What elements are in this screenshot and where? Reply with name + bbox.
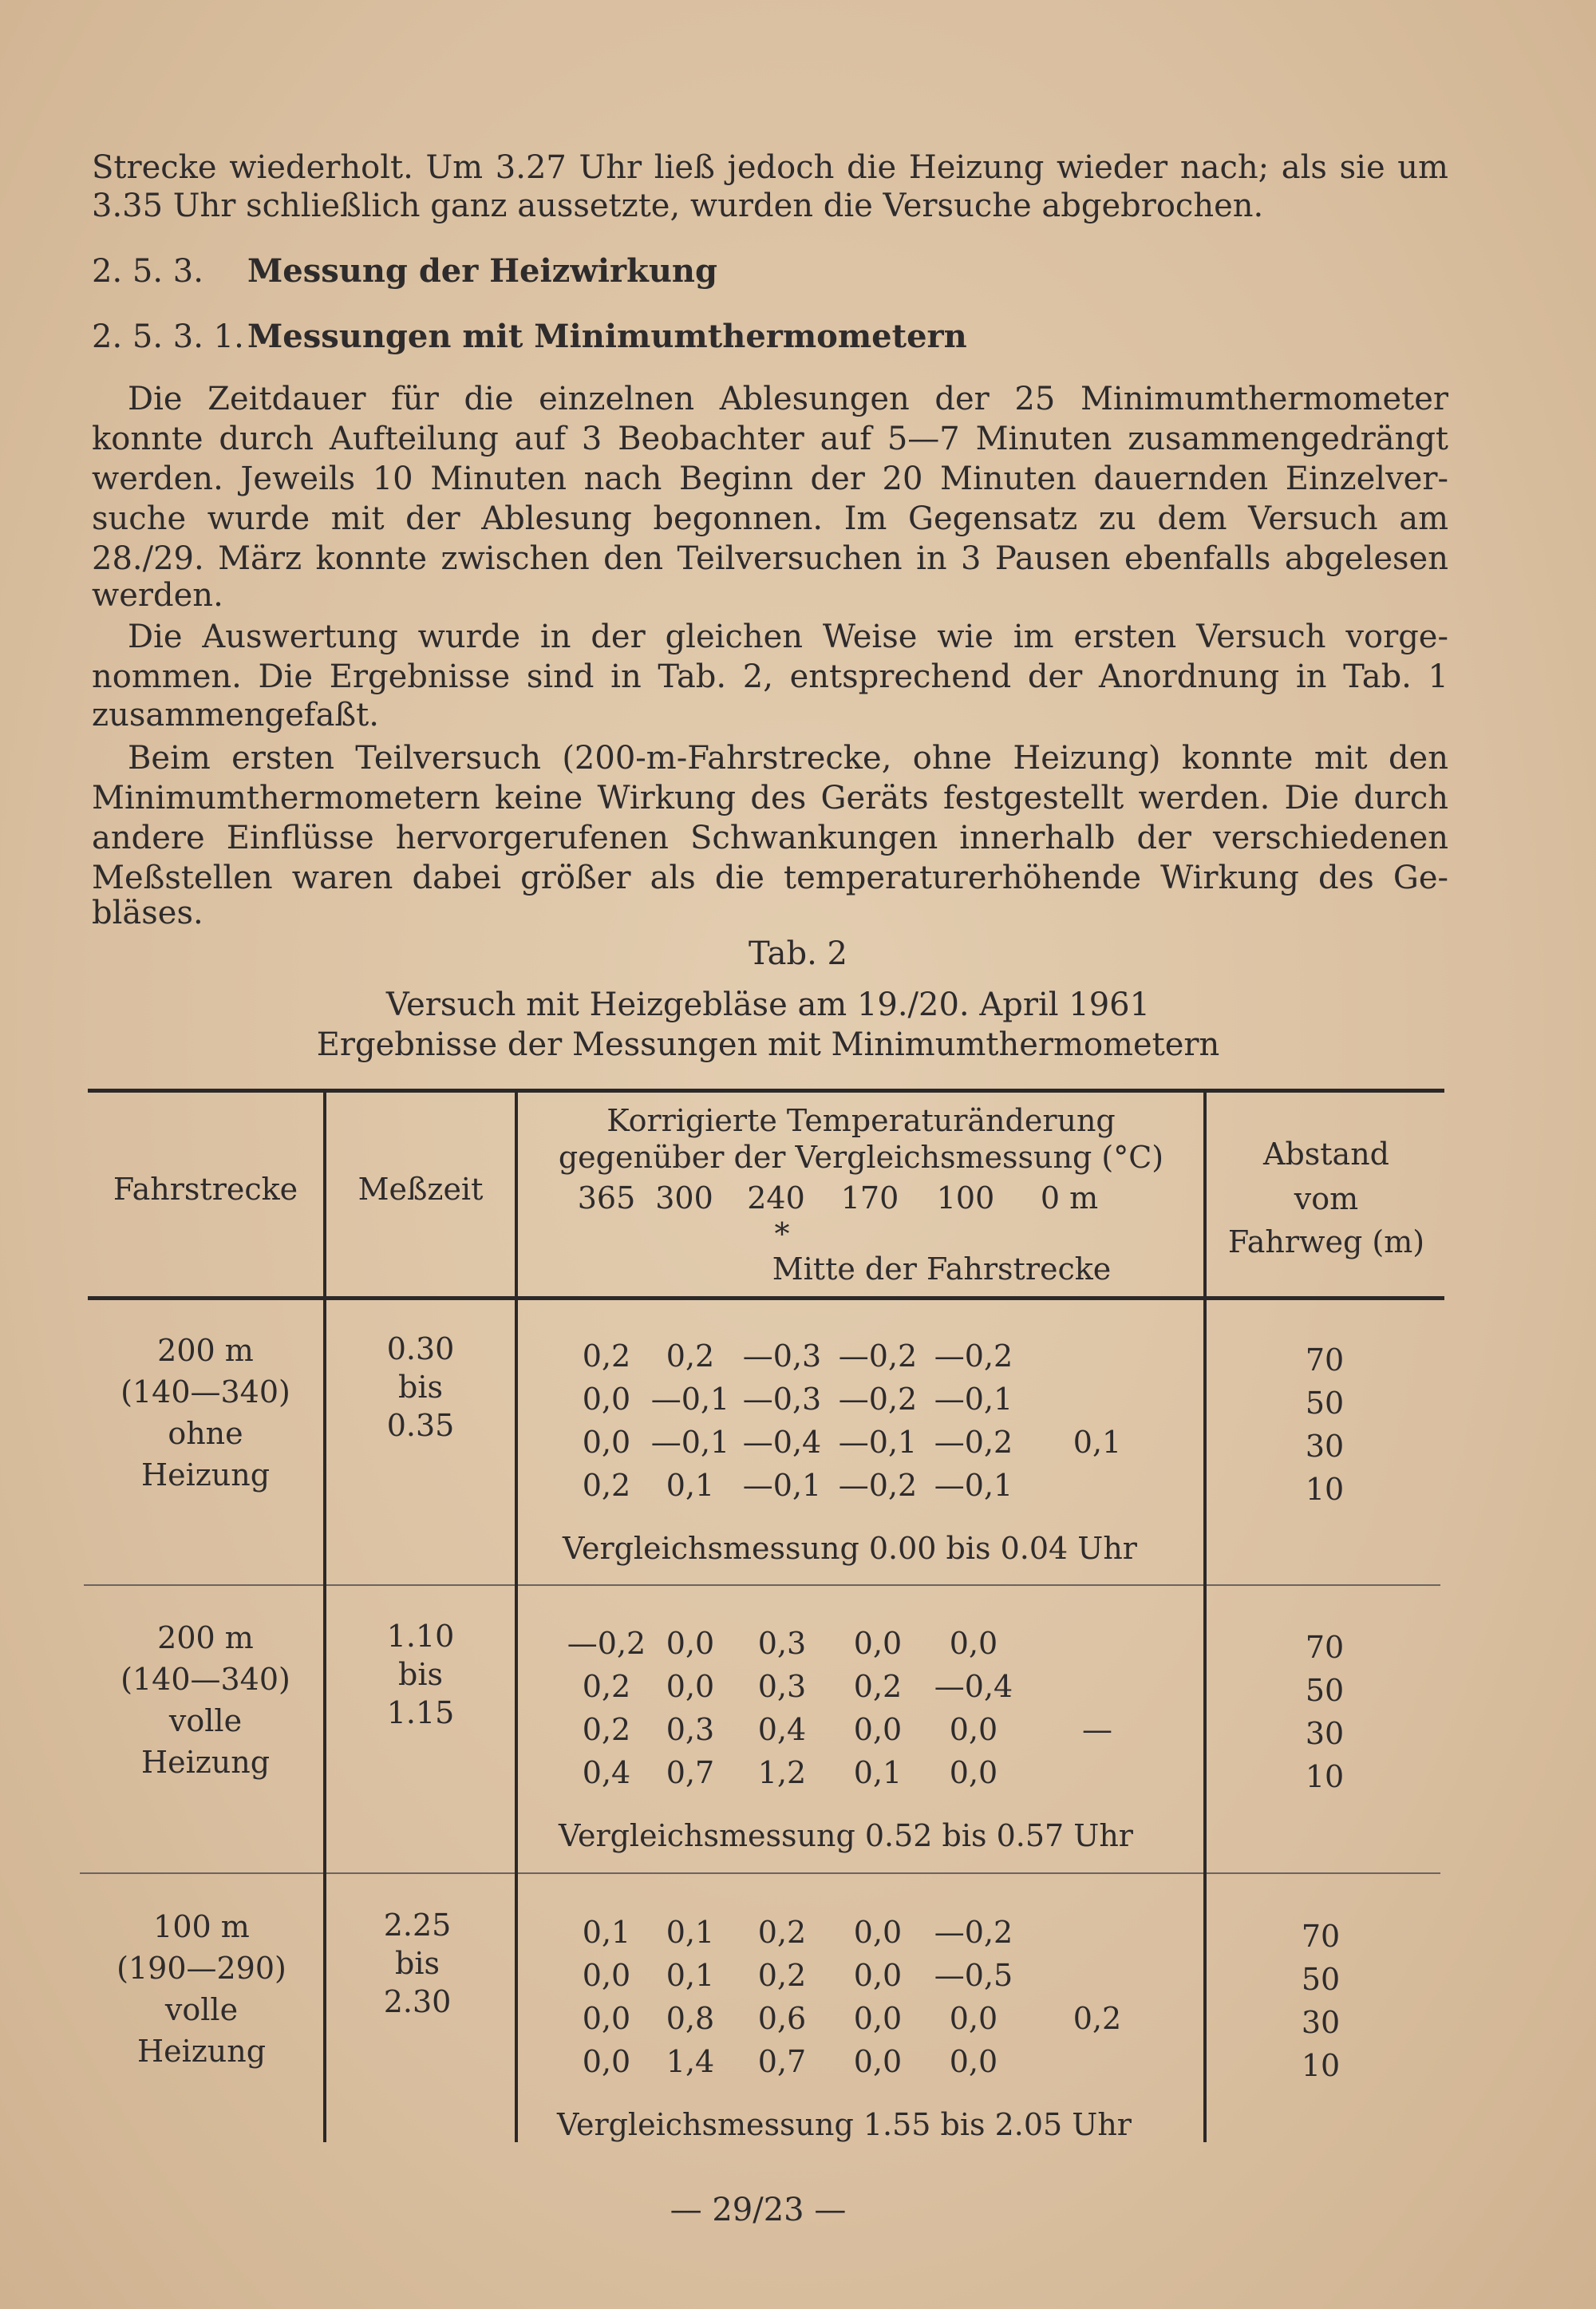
value-cell: 0,1 bbox=[666, 1468, 715, 1503]
table-row bbox=[567, 1622, 1173, 1665]
group-messzeit bbox=[326, 1330, 515, 1445]
value-cell: 0,1 bbox=[1073, 1425, 1122, 1460]
fahrstrecke-line: (140—340) bbox=[120, 1662, 290, 1697]
fahrstrecke-line: volle bbox=[164, 1992, 239, 2027]
value-cell: —0,2 bbox=[934, 1915, 1013, 1950]
value-cell: 0,7 bbox=[666, 1755, 715, 1790]
position-label: 100 bbox=[936, 1180, 995, 1216]
header-abstand: Fahrweg (m) bbox=[1227, 1224, 1425, 1259]
group-fahrstrecke bbox=[84, 1906, 319, 2072]
group-messzeit bbox=[323, 1906, 512, 2021]
value-cell: 0,3 bbox=[757, 1669, 807, 1704]
group-separator bbox=[84, 1584, 1440, 1586]
value-cell: —0,1 bbox=[742, 1468, 822, 1503]
table-row bbox=[567, 1954, 1173, 1997]
position-label: 240 bbox=[747, 1180, 805, 1216]
value-cell: —0,1 bbox=[650, 1382, 730, 1417]
messzeit-line: bis bbox=[398, 1370, 443, 1405]
value-cell: 0,3 bbox=[666, 1712, 715, 1747]
section-number: 2. 5. 3. bbox=[92, 253, 203, 290]
fahrstrecke-line: (140—340) bbox=[120, 1374, 290, 1410]
value-cell: 0,1 bbox=[666, 1958, 715, 1993]
value-cell: 0,4 bbox=[757, 1712, 807, 1747]
subsection-title: Messungen mit Minimumthermometern bbox=[247, 318, 967, 355]
table-row bbox=[567, 1911, 1173, 1954]
abstand-cell: 50 bbox=[1305, 1673, 1345, 1708]
group-fahrstrecke bbox=[88, 1330, 323, 1496]
abstand-cell: 10 bbox=[1305, 1759, 1345, 1794]
value-cell: 0,2 bbox=[582, 1712, 631, 1747]
para3-line: bläses. bbox=[92, 895, 203, 931]
para2-line: Die Auswertung wurde in der gleichen Weise wie im ersten Versuch vorge- bbox=[128, 619, 1448, 655]
value-cell: 0,0 bbox=[582, 2001, 631, 2036]
table-header-rule bbox=[88, 1296, 1444, 1300]
value-cell: 0,8 bbox=[666, 2001, 715, 2036]
header-abstand: Abstand bbox=[1263, 1137, 1389, 1172]
vergleichsmessung-note: Vergleichsmessung 0.00 bis 0.04 Uhr bbox=[563, 1531, 1137, 1566]
fahrstrecke-line: Heizung bbox=[140, 1457, 271, 1493]
value-cell: 0,0 bbox=[949, 1626, 998, 1661]
column-rule bbox=[515, 1089, 518, 2142]
para1-line: werden. Jeweils 10 Minuten nach Beginn der 20 Minuten dauernden Einzelver- bbox=[92, 461, 1448, 497]
value-cell: 0,1 bbox=[582, 1915, 631, 1950]
value-cell: 0,1 bbox=[666, 1915, 715, 1950]
value-cell: —0,1 bbox=[934, 1468, 1013, 1503]
value-cell: 0,2 bbox=[582, 1669, 631, 1704]
table-top-rule bbox=[88, 1089, 1444, 1093]
fahrstrecke-line: Heizung bbox=[136, 2034, 267, 2069]
value-cell: —0,3 bbox=[742, 1338, 822, 1374]
intro-line-1: Strecke wiederholt. Um 3.27 Uhr ließ jedoch die Heizung wieder nach; als sie um bbox=[92, 149, 1448, 186]
header-star: * bbox=[774, 1216, 790, 1251]
value-cell: —0,3 bbox=[742, 1382, 822, 1417]
para3-line: Minimumthermometern keine Wirkung des Geräts festgestellt werden. Die durch bbox=[92, 780, 1448, 816]
table-row bbox=[567, 1708, 1173, 1751]
header-positions bbox=[575, 1176, 1125, 1220]
value-cell: 0,2 bbox=[582, 1468, 631, 1503]
abstand-cell: 30 bbox=[1301, 2005, 1341, 2040]
table-caption-1: Versuch mit Heizgebläse am 19./20. April 1961 bbox=[385, 986, 1151, 1023]
value-cell: 0,0 bbox=[582, 1382, 631, 1417]
table-row bbox=[567, 1665, 1173, 1708]
fahrstrecke-line: ohne bbox=[168, 1416, 243, 1451]
value-cell: —0,4 bbox=[934, 1669, 1013, 1704]
para3-line: Beim ersten Teilversuch (200-m-Fahrstrecke, ohne Heizung) konnte mit den bbox=[128, 740, 1448, 777]
value-cell: 0,0 bbox=[582, 1425, 631, 1460]
abstand-cell: 50 bbox=[1301, 1962, 1341, 1997]
subsection-heading bbox=[92, 318, 967, 356]
value-cell: 0,0 bbox=[853, 1958, 903, 1993]
section-title: Messung der Heizwirkung bbox=[247, 252, 717, 290]
fahrstrecke-line: 200 m bbox=[157, 1333, 254, 1368]
vergleichsmessung-note: Vergleichsmessung 1.55 bis 2.05 Uhr bbox=[557, 2107, 1132, 2142]
fahrstrecke-line: 200 m bbox=[157, 1620, 254, 1655]
section-heading bbox=[92, 252, 717, 291]
abstand-cell: 70 bbox=[1305, 1630, 1345, 1665]
abstand-cell: 70 bbox=[1301, 1919, 1341, 1954]
value-cell: 0,3 bbox=[757, 1626, 807, 1661]
value-cell: 0,7 bbox=[757, 2044, 807, 2079]
value-cell: 0,0 bbox=[853, 1626, 903, 1661]
group-separator bbox=[80, 1872, 1440, 1874]
value-cell: — bbox=[1082, 1712, 1112, 1747]
fahrstrecke-line: 100 m bbox=[153, 1909, 250, 1944]
value-cell: 1,4 bbox=[666, 2044, 715, 2079]
value-cell: 0,2 bbox=[757, 1915, 807, 1950]
value-cell: —0,5 bbox=[934, 1958, 1013, 1993]
value-cell: 0,0 bbox=[853, 1712, 903, 1747]
position-label: 0 m bbox=[1040, 1180, 1099, 1216]
value-cell: 0,0 bbox=[949, 2044, 998, 2079]
intro-line-2: 3.35 Uhr schließlich ganz aussetzte, wurden die Versuche abgebrochen. bbox=[92, 188, 1264, 224]
value-cell: 0,6 bbox=[757, 2001, 807, 2036]
messzeit-line: 0.35 bbox=[386, 1408, 455, 1443]
header-mid-label: Mitte der Fahrstrecke bbox=[772, 1251, 1112, 1287]
table-label: Tab. 2 bbox=[749, 935, 847, 972]
value-cell: 0,0 bbox=[666, 1626, 715, 1661]
group-fahrstrecke bbox=[88, 1617, 323, 1783]
table-row bbox=[567, 1378, 1173, 1421]
position-label: 365 bbox=[577, 1180, 636, 1216]
messzeit-line: 1.10 bbox=[386, 1619, 455, 1654]
header-abstand: vom bbox=[1294, 1181, 1359, 1216]
table-row bbox=[567, 1421, 1173, 1464]
header-temp-line2: gegenüber der Vergleichsmessung (°C) bbox=[558, 1140, 1164, 1175]
fahrstrecke-line: Heizung bbox=[140, 1745, 271, 1780]
table-row bbox=[567, 1997, 1173, 2040]
messzeit-line: 1.15 bbox=[386, 1695, 455, 1730]
para2-line: zusammengefaßt. bbox=[92, 697, 379, 733]
table-row bbox=[567, 1751, 1173, 1794]
table-row bbox=[567, 1464, 1173, 1507]
group-messzeit bbox=[326, 1617, 515, 1732]
value-cell: 0,2 bbox=[582, 1338, 631, 1374]
para3-line: Meßstellen waren dabei größer als die temperaturerhöhende Wirkung des Ge- bbox=[92, 860, 1448, 896]
value-cell: 0,0 bbox=[666, 1669, 715, 1704]
vergleichsmessung-note: Vergleichsmessung 0.52 bis 0.57 Uhr bbox=[559, 1818, 1133, 1853]
value-cell: —0,1 bbox=[934, 1382, 1013, 1417]
value-cell: 0,0 bbox=[853, 2044, 903, 2079]
value-cell: —0,1 bbox=[838, 1425, 918, 1460]
value-cell: 0,0 bbox=[582, 1958, 631, 1993]
abstand-cell: 10 bbox=[1301, 2048, 1341, 2083]
position-label: 300 bbox=[655, 1180, 713, 1216]
header-fahrstrecke: Fahrstrecke bbox=[113, 1172, 298, 1207]
messzeit-line: 2.25 bbox=[383, 1908, 452, 1943]
para1-line: Die Zeitdauer für die einzelnen Ablesungen der 25 Minimumthermometer bbox=[128, 381, 1448, 417]
header-temp-line1: Korrigierte Temperaturänderung bbox=[606, 1103, 1116, 1138]
value-cell: —0,2 bbox=[934, 1338, 1013, 1374]
messzeit-line: 2.30 bbox=[383, 1984, 452, 2019]
value-cell: —0,2 bbox=[838, 1382, 918, 1417]
value-cell: 0,0 bbox=[853, 1915, 903, 1950]
messzeit-line: 0.30 bbox=[386, 1331, 455, 1366]
value-cell: 0,0 bbox=[949, 2001, 998, 2036]
value-cell: 0,2 bbox=[757, 1958, 807, 1993]
value-cell: 0,2 bbox=[1073, 2001, 1122, 2036]
abstand-cell: 70 bbox=[1305, 1342, 1345, 1378]
fahrstrecke-line: volle bbox=[168, 1703, 243, 1738]
para1-line: werden. bbox=[92, 577, 223, 614]
messzeit-line: bis bbox=[395, 1946, 440, 1981]
value-cell: 0,0 bbox=[949, 1755, 998, 1790]
value-cell: 0,2 bbox=[853, 1669, 903, 1704]
table-caption-2: Ergebnisse der Messungen mit Minimumthermometern bbox=[316, 1026, 1220, 1063]
page-number: — 29/23 — bbox=[670, 2192, 847, 2228]
table-row bbox=[567, 1334, 1173, 1378]
value-cell: —0,2 bbox=[838, 1338, 918, 1374]
para3-line: andere Einflüsse hervorgerufenen Schwankungen innerhalb der verschiedenen bbox=[92, 820, 1448, 856]
value-cell: —0,2 bbox=[567, 1626, 646, 1661]
position-label: 170 bbox=[840, 1180, 899, 1216]
value-cell: —0,4 bbox=[742, 1425, 822, 1460]
abstand-cell: 50 bbox=[1305, 1386, 1345, 1421]
abstand-cell: 30 bbox=[1305, 1716, 1345, 1751]
value-cell: 0,0 bbox=[853, 2001, 903, 2036]
messzeit-line: bis bbox=[398, 1657, 443, 1692]
header-messzeit: Meßzeit bbox=[358, 1172, 484, 1207]
value-cell: 0,2 bbox=[666, 1338, 715, 1374]
value-cell: 0,0 bbox=[949, 1712, 998, 1747]
value-cell: —0,2 bbox=[934, 1425, 1013, 1460]
abstand-cell: 30 bbox=[1305, 1429, 1345, 1464]
abstand-cell: 10 bbox=[1305, 1472, 1345, 1507]
value-cell: —0,2 bbox=[838, 1468, 918, 1503]
table-row bbox=[567, 2040, 1173, 2083]
value-cell: —0,1 bbox=[650, 1425, 730, 1460]
para1-line: suche wurde mit der Ablesung begonnen. Im Gegensatz zu dem Versuch am bbox=[92, 500, 1448, 537]
value-cell: 0,4 bbox=[582, 1755, 631, 1790]
para1-line: konnte durch Aufteilung auf 3 Beobachter auf 5—7 Minuten zusammengedrängt bbox=[92, 421, 1448, 457]
value-cell: 1,2 bbox=[757, 1755, 807, 1790]
subsection-number: 2. 5. 3. 1. bbox=[92, 318, 244, 355]
value-cell: 0,0 bbox=[582, 2044, 631, 2079]
fahrstrecke-line: (190—290) bbox=[117, 1951, 286, 1986]
para2-line: nommen. Die Ergebnisse sind in Tab. 2, entsprechend der Anordnung in Tab. 1 bbox=[92, 658, 1448, 695]
value-cell: 0,1 bbox=[853, 1755, 903, 1790]
para1-line: 28./29. März konnte zwischen den Teilversuchen in 3 Pausen ebenfalls abgelesen bbox=[92, 540, 1448, 577]
